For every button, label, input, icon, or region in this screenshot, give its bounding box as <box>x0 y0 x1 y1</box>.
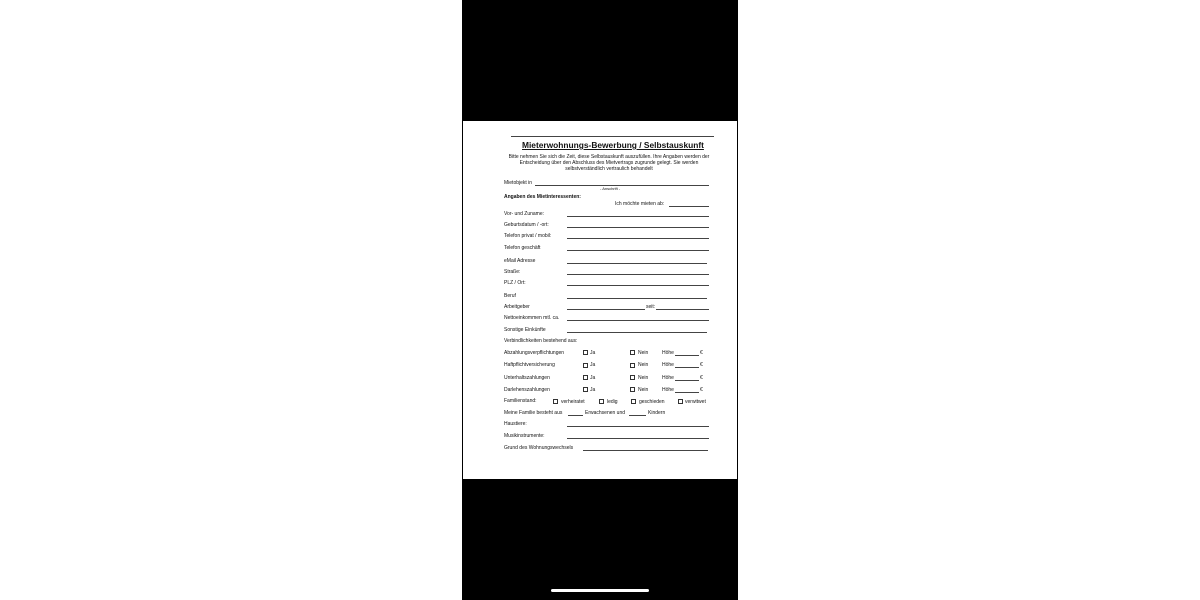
adults-field[interactable] <box>568 415 583 416</box>
phone-business-field[interactable] <box>567 250 709 251</box>
no-checkbox[interactable] <box>630 363 635 368</box>
other-income-field[interactable] <box>567 332 707 333</box>
employer-field[interactable] <box>567 309 645 310</box>
intro-text: Bitte nehmen Sie sich die Zeit, diese Selbstauskunft auszufüllen. Ihre Angaben werden der Entscheidung über den Abschluss des Mietvertrags zugrunde gelegt. Sie werden selbstverständlich vertraulich behandelt <box>508 154 710 172</box>
move-in-field[interactable] <box>669 206 709 207</box>
yes-label: Ja <box>590 362 596 368</box>
amount-label: Höhe <box>662 350 674 356</box>
no-checkbox[interactable] <box>630 350 635 355</box>
single-checkbox[interactable] <box>599 399 604 404</box>
reason-field[interactable] <box>583 450 708 451</box>
mietobjekt-field[interactable] <box>535 185 709 186</box>
no-label: Nein <box>638 362 649 368</box>
instruments-label: Musikinstrumente: <box>504 433 545 439</box>
no-label: Nein <box>638 387 649 393</box>
name-field[interactable] <box>567 216 709 217</box>
mietobjekt-label: Mietobjekt in <box>504 180 533 186</box>
amount-label: Höhe <box>662 362 674 368</box>
no-checkbox[interactable] <box>630 387 635 392</box>
married-label: verheiratet <box>561 399 585 405</box>
pets-field[interactable] <box>567 426 709 427</box>
birth-label: Geburtsdatum / -ort: <box>504 222 549 228</box>
no-label: Nein <box>638 375 649 381</box>
liability-label: Haftpflichtversicherung <box>504 362 555 368</box>
married-checkbox[interactable] <box>553 399 558 404</box>
job-label: Beruf <box>504 293 516 299</box>
document-page <box>463 121 737 479</box>
divorced-checkbox[interactable] <box>631 399 636 404</box>
job-field[interactable] <box>567 298 707 299</box>
widowed-label: verwitwet <box>685 399 706 405</box>
net-income-label: Nettoeinkommen mtl. ca. <box>504 315 560 321</box>
phone-business-label: Telefon geschäft <box>504 245 541 251</box>
amount-field[interactable] <box>675 367 699 368</box>
net-income-field[interactable] <box>567 320 709 321</box>
currency-label: € <box>700 375 703 381</box>
zip-city-field[interactable] <box>567 285 709 286</box>
family-prefix: Meine Familie besteht aus <box>504 410 563 416</box>
other-income-label: Sonstige Einkünfte <box>504 327 546 333</box>
amount-field[interactable] <box>675 380 699 381</box>
move-in-label: Ich möchte mieten ab: <box>615 201 665 207</box>
street-label: Straße: <box>504 269 521 275</box>
single-label: ledig <box>607 399 618 405</box>
yes-checkbox[interactable] <box>583 363 588 368</box>
section-heading: Angaben des Mietinteressenten: <box>504 194 581 200</box>
amount-field[interactable] <box>675 355 699 356</box>
liability-label: Unterhaltszahlungen <box>504 375 550 381</box>
home-indicator[interactable] <box>551 589 649 592</box>
divorced-label: geschieden <box>639 399 665 405</box>
instruments-field[interactable] <box>567 438 709 439</box>
yes-label: Ja <box>590 375 596 381</box>
currency-label: € <box>700 362 703 368</box>
since-field[interactable] <box>656 309 709 310</box>
children-field[interactable] <box>629 415 646 416</box>
amount-field[interactable] <box>675 392 699 393</box>
no-label: Nein <box>638 350 649 356</box>
name-label: Vor- und Zuname: <box>504 211 545 217</box>
marital-label: Familienstand: <box>504 398 537 404</box>
phone-private-field[interactable] <box>567 238 709 239</box>
currency-label: € <box>700 387 703 393</box>
since-label: seit: <box>646 304 656 310</box>
employer-label: Arbeitgeber <box>504 304 530 310</box>
liability-label: Darlehenszahlungen <box>504 387 550 393</box>
widowed-checkbox[interactable] <box>678 399 683 404</box>
yes-checkbox[interactable] <box>583 375 588 380</box>
pets-label: Haustiere: <box>504 421 527 427</box>
phone-private-label: Telefon privat / mobil: <box>504 233 552 239</box>
birth-field[interactable] <box>567 227 709 228</box>
yes-checkbox[interactable] <box>583 387 588 392</box>
yes-label: Ja <box>590 387 596 393</box>
family-adults-label: Erwachsenen und <box>585 410 626 416</box>
street-field[interactable] <box>567 274 709 275</box>
currency-label: € <box>700 350 703 356</box>
no-checkbox[interactable] <box>630 375 635 380</box>
yes-checkbox[interactable] <box>583 350 588 355</box>
liabilities-heading: Verbindlichkeiten bestehend aus: <box>504 338 578 344</box>
family-children-label: Kindern <box>648 410 666 416</box>
zip-city-label: PLZ / Ort: <box>504 280 526 286</box>
yes-label: Ja <box>590 350 596 356</box>
top-rule <box>511 136 714 137</box>
document-title: Mieterwohnungs-Bewerbung / Selbstauskunft <box>522 140 704 150</box>
email-label: eMail Adresse <box>504 258 536 264</box>
email-field[interactable] <box>567 263 707 264</box>
liability-label: Abzahlungsverpflichtungen <box>504 350 565 356</box>
amount-label: Höhe <box>662 375 674 381</box>
amount-label: Höhe <box>662 387 674 393</box>
reason-label: Grund des Wohnungswechsels <box>504 445 574 451</box>
anschrift-caption: - Anschrift - <box>600 186 621 191</box>
